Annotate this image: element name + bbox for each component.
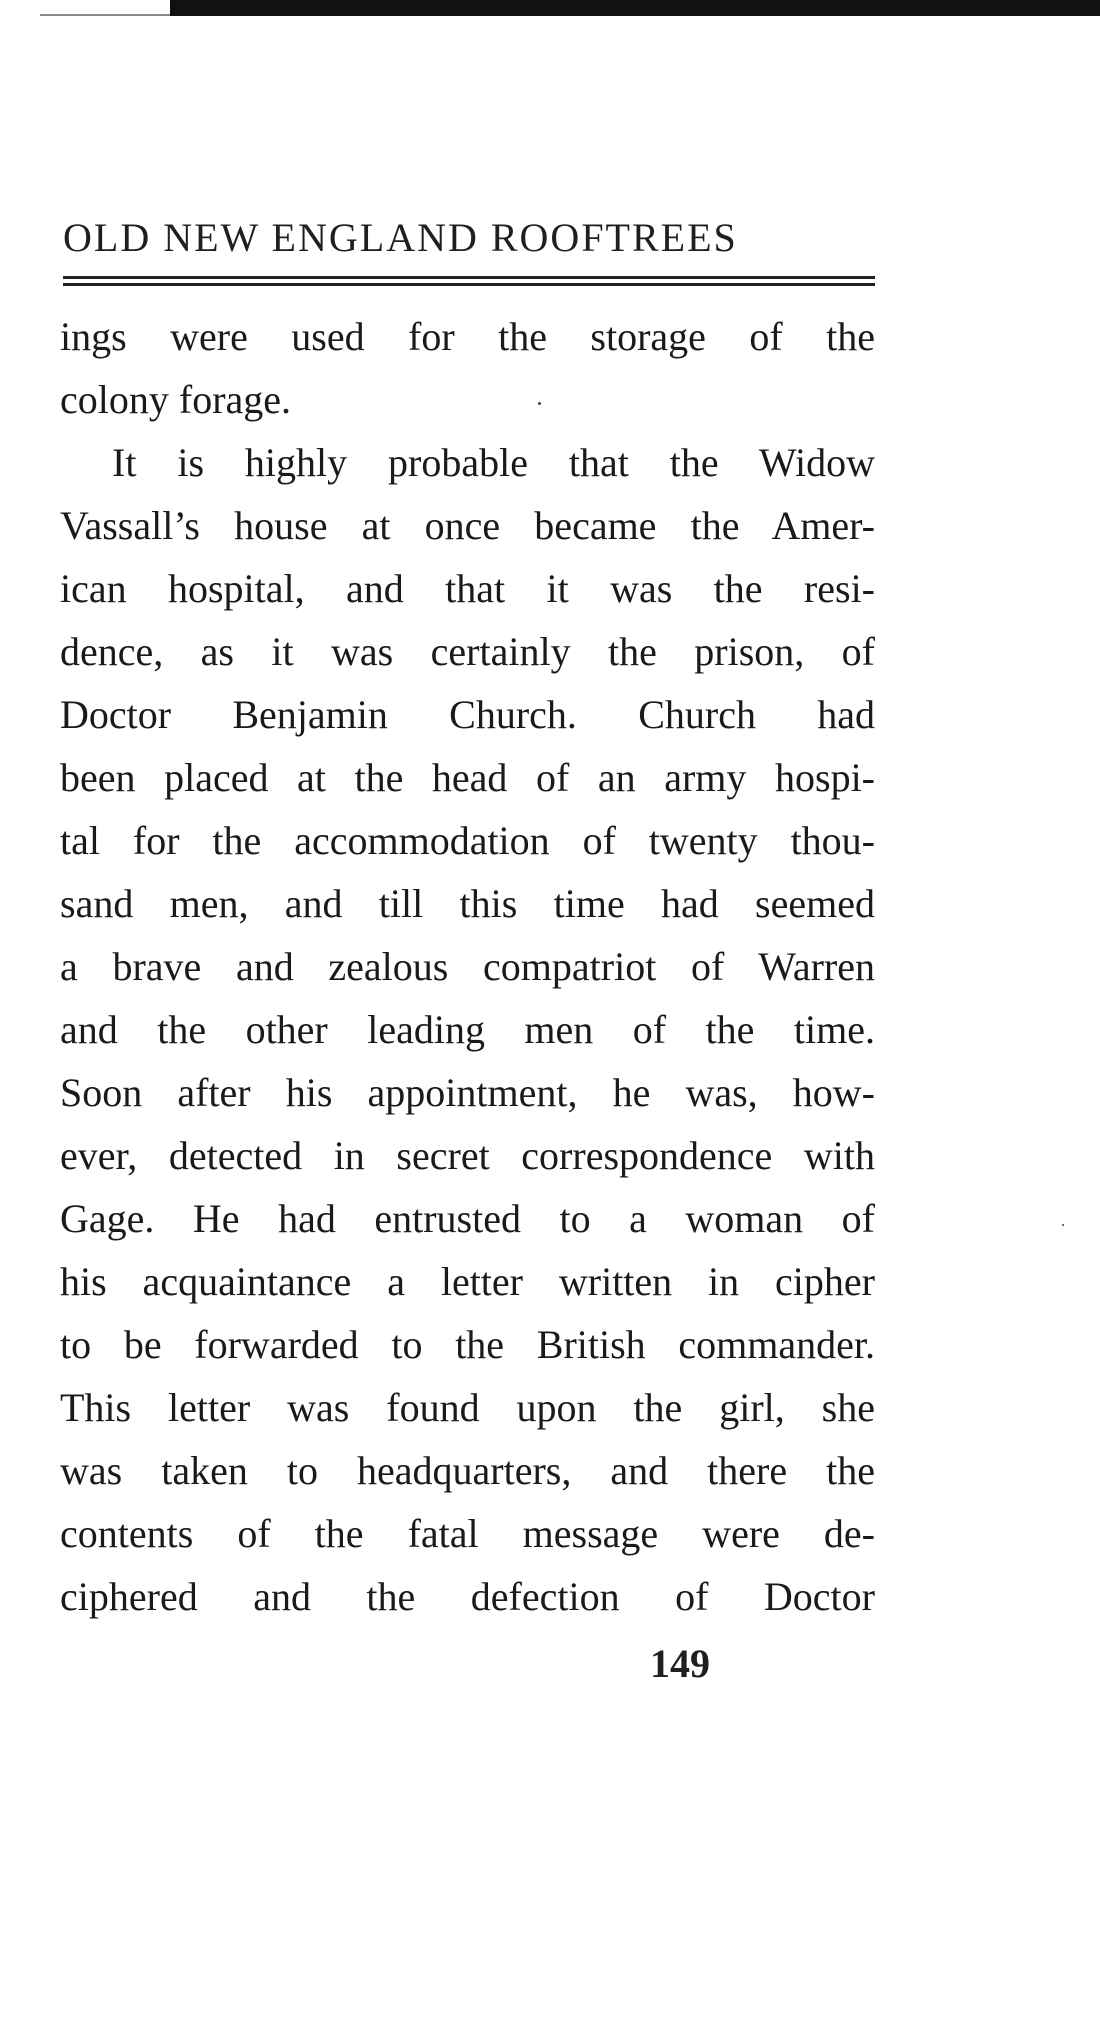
body-text bbox=[60, 305, 875, 1628]
text-line: This letter was found upon the girl, she bbox=[60, 1385, 875, 1430]
text-line: ever, detected in secret correspondence with bbox=[60, 1133, 875, 1178]
text-line: sand men, and till this time had seemed bbox=[60, 881, 875, 926]
page-number: 149 bbox=[650, 1641, 710, 1686]
text-line: It is highly probable that the Widow bbox=[112, 440, 875, 485]
header-rule-top bbox=[63, 276, 875, 279]
running-header: OLD NEW ENGLAND ROOFTREES bbox=[63, 215, 738, 260]
scan-speck bbox=[538, 402, 541, 405]
text-line: ciphered and the defection of Doctor bbox=[60, 1574, 875, 1619]
text-line: a brave and zealous compatriot of Warren bbox=[60, 944, 875, 989]
text-line: Doctor Benjamin Church. Church had bbox=[60, 692, 875, 737]
scan-edge-bar bbox=[170, 0, 1100, 16]
text-line: been placed at the head of an army hospi- bbox=[60, 755, 875, 800]
text-line: Vassall’s house at once became the Amer- bbox=[60, 503, 875, 548]
text-line: to be forwarded to the British commander. bbox=[60, 1322, 875, 1367]
text-line: tal for the accommodation of twenty thou- bbox=[60, 818, 875, 863]
text-line: his acquaintance a letter written in cipher bbox=[60, 1259, 875, 1304]
text-line: contents of the fatal message were de- bbox=[60, 1511, 875, 1556]
text-line: ings were used for the storage of the bbox=[60, 314, 875, 359]
text-line: Soon after his appointment, he was, how- bbox=[60, 1070, 875, 1115]
scan-speck bbox=[1062, 1224, 1064, 1226]
scan-edge-mark bbox=[40, 14, 180, 16]
text-line: dence, as it was certainly the prison, of bbox=[60, 629, 875, 674]
text-line: colony forage. bbox=[60, 377, 292, 422]
text-line: was taken to headquarters, and there the bbox=[60, 1448, 875, 1493]
header-rule-bottom bbox=[63, 283, 875, 286]
text-line: and the other leading men of the time. bbox=[60, 1007, 875, 1052]
text-line: ican hospital, and that it was the resi- bbox=[60, 566, 875, 611]
text-line: Gage. He had entrusted to a woman of bbox=[60, 1196, 875, 1241]
